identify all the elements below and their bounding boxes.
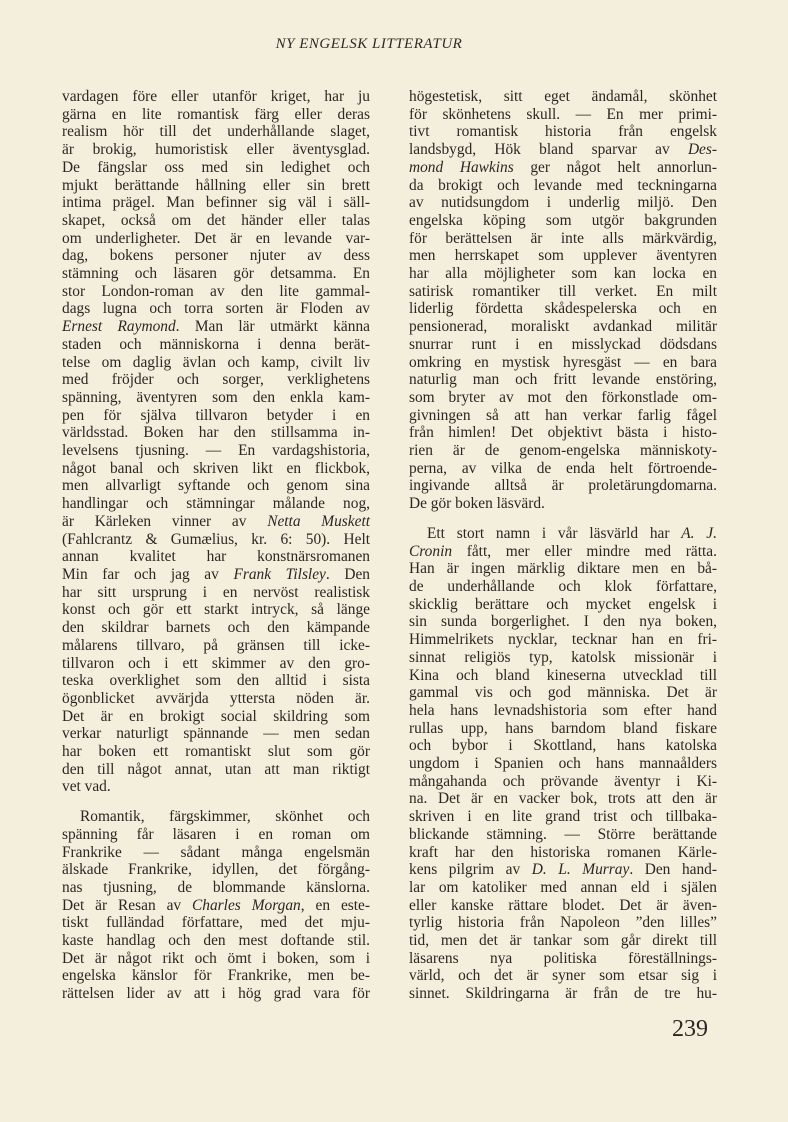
text-line: spänning, äventyren som den enkla kam- — [62, 388, 370, 406]
author-name: Netta Muskett — [267, 512, 370, 530]
text-line: älskade Frankrike, idyllen, det förgång- — [62, 861, 370, 879]
text-line: engelska köping som utgör bakgrunden — [409, 211, 717, 229]
text-line: dag, bokens personer njuter av dess — [62, 247, 370, 265]
text-line: Ett stort namn i vår läsvärld har A. J. — [427, 524, 717, 542]
text-line: men allvarligt syftande och genom sina — [62, 477, 370, 495]
text-line: kaste handlag och den mest doftande stil. — [62, 932, 370, 950]
text-line: för skönhetens skull. — En mer primi- — [409, 105, 717, 123]
text-line: landsbygd, Hök bland sparvar av Des- — [409, 141, 717, 159]
text-line: Min far och jag av Frank Tilsley. Den — [62, 565, 370, 583]
text-line: och bybor i Skottland, hans katolska — [409, 737, 717, 755]
text-line: tivt romantisk historia från engelsk — [409, 123, 717, 141]
text-line: om underligheter. Det är en levande var- — [62, 229, 370, 247]
text-line: värld, och det är syner som etsar sig i — [409, 967, 717, 985]
text-line: Det är Resan av Charles Morgan, en este- — [62, 896, 370, 914]
text-line: verkar naturligt spännande — men sedan — [62, 725, 370, 743]
text-line: stämning och läsaren gör detsamma. En — [62, 265, 370, 283]
text-line: de underhållande och klok författare, — [409, 577, 717, 595]
text-line: rättelsen lider av att i hög grad vara för — [62, 985, 370, 1003]
author-name: Ernest Raymond — [62, 318, 176, 336]
text-line: spänning får läsaren i en roman om — [62, 825, 370, 843]
text-line: annan kvalitet har konstnärsromanen — [62, 548, 370, 566]
author-name: Des- — [687, 141, 717, 159]
text-line: Frankrike — sådant många engelsmän — [62, 843, 370, 861]
text-line: sinnat religiös typ, katolsk missionär i — [409, 648, 717, 666]
paragraph — [409, 88, 717, 513]
text-line: tyrlig historia från Napoleon ”den lilles” — [409, 914, 717, 932]
text-line: tillvaron och i ett skimmer av den gro- — [62, 654, 370, 672]
text-line: är brokig, humoristisk eller äventysglad. — [62, 141, 370, 159]
text-line: De gör boken läsvärd. — [409, 495, 545, 513]
text-line: ögonblicket avvärjda yttersta nöden är. — [62, 689, 370, 707]
text-line: högestetisk, sitt eget ändamål, skönhet — [409, 88, 717, 105]
author-name: mond Hawkins — [409, 158, 514, 176]
text-line: Kina och bland kineserna utvecklad till — [409, 666, 717, 684]
text-line: pen för själva tillvaron betyder i en — [62, 406, 370, 424]
author-name: Cronin — [409, 542, 453, 560]
text-line: da brokigt och levande med teckningarna — [409, 176, 717, 194]
text-line: är Kärleken vinner av Netta Muskett — [62, 512, 370, 530]
author-name: A. J. — [681, 524, 717, 542]
text-line: eller kanske rättare blodet. Det är även- — [409, 896, 717, 914]
text-line: läsarens nya politiska föreställnings- — [409, 949, 717, 967]
text-line: (Fahlcrantz & Gumælius, kr. 6: 50). Helt — [62, 530, 370, 548]
author-name: Frank Tilsley — [233, 565, 326, 583]
text-line: gärna en lite romantisk färg eller deras — [62, 105, 370, 123]
text-line: engelska känslor för Frankrike, men be- — [62, 967, 370, 985]
text-line: skapet, också om det händer eller talas — [62, 211, 370, 229]
text-line: kens pilgrim av D. L. Murray. Den hand- — [409, 861, 717, 879]
text-line: Han är ingen märklig diktare men en bå- — [409, 560, 717, 578]
text-line: skriven i en lite grand trist och tillbaka- — [409, 808, 717, 826]
text-line: Ernest Raymond. Man lär utmärkt känna — [62, 318, 370, 336]
text-line: hela hans levnadshistoria som efter hand — [409, 701, 717, 719]
text-line: blickande stämning. — Större berättande — [409, 825, 717, 843]
text-line: har sitt ursprung i en nervöst realistisk — [62, 583, 370, 601]
text-line: Cronin fått, mer eller mindre med rätta. — [409, 542, 717, 560]
text-line: lar om katoliker med annan eld i själen — [409, 878, 717, 896]
text-line: sinnet. Skildringarna är från de tre hu- — [409, 985, 717, 1003]
text-line: handlingar och stämningar målande nog, — [62, 495, 370, 513]
text-line: snurrar runt i en misslyckad dödsdans — [409, 335, 717, 353]
running-header: NY ENGELSK LITTERATUR — [275, 36, 463, 52]
text-line: na. Det är en vacker bok, trots att den är — [409, 790, 717, 808]
text-line: med fröjder och sorger, verklighetens — [62, 371, 370, 389]
text-line: omkring en mystisk hyresgäst — en bara — [409, 353, 717, 371]
text-line: men herrskapet som upplever äventyren — [409, 247, 717, 265]
text-line: Romantik, färgskimmer, skönhet och — [80, 808, 370, 826]
text-line: sin sunda borgerlighet. I den nya boken, — [409, 613, 717, 631]
text-line: som bryter av mot den förkonstlade om- — [409, 388, 717, 406]
paragraph — [62, 808, 370, 1003]
text-line: intima prägel. Man befinner sig väl i säll- — [62, 194, 370, 212]
text-line: Det är något rikt och ömt i boken, som i — [62, 949, 370, 967]
text-line: teska overklighet som den alltid i sista — [62, 672, 370, 690]
text-line: kraft har den historiska romanen Kärle- — [409, 843, 717, 861]
text-line: den till något annat, utan att man riktigt — [62, 760, 370, 778]
text-line: telse om daglig ävlan och kamp, civilt liv — [62, 353, 370, 371]
text-line: ungdom i Spanien och hans mannaålders — [409, 755, 717, 773]
paragraph — [409, 525, 717, 1003]
text-line: gammal vis och god människa. Det är — [409, 684, 717, 702]
page-number: 239 — [672, 1016, 708, 1042]
author-name: Charles Morgan — [192, 896, 301, 914]
text-line: staden och människorna i denna berät- — [62, 335, 370, 353]
author-name: D. L. Murray — [531, 861, 630, 879]
text-line: den skildrar barnets och den kämpande — [62, 619, 370, 637]
text-line: tid, men det är tankar som går direkt till — [409, 932, 717, 950]
text-line: ingivande alltså är proletärungdomarna. — [409, 477, 717, 495]
text-line: målarens tillvaro, på gränsen till icke- — [62, 636, 370, 654]
text-line: av nutidsungdom i underlig miljö. Den — [409, 194, 717, 212]
text-line: för berättelsen är inte alls märkvärdig, — [409, 229, 717, 247]
text-line: vet vad. — [62, 778, 111, 796]
text-line: Det är en brokigt social skildring som — [62, 707, 370, 725]
text-line: De fängslar oss med sin ledighet och — [62, 158, 370, 176]
text-line: världsstad. Boken har den stillsamma in- — [62, 424, 370, 442]
text-line: rien är de genom-engelska människoty- — [409, 442, 717, 460]
text-line: något banal och skriven likt en flickbok, — [62, 459, 370, 477]
text-line: naturlig man och fritt levande enstöring, — [409, 371, 717, 389]
text-line: skicklig berättare och mycket engelsk i — [409, 595, 717, 613]
text-line: stor London-roman av den lite gammal- — [62, 282, 370, 300]
text-line: satirisk romantiker till verket. En milt — [409, 282, 717, 300]
text-line: konst och gör ett starkt intryck, så länge — [62, 601, 370, 619]
text-line: pensionerad, moraliskt avdankad militär — [409, 318, 717, 336]
left-column — [62, 88, 370, 1015]
text-line: rullas upp, hans barndom bland fiskare — [409, 719, 717, 737]
text-line: mångahanda och prövande äventyr i Ki- — [409, 772, 717, 790]
text-line: levelsens tjusning. — En vardagshistoria, — [62, 442, 370, 460]
text-line: vardagen före eller utanför kriget, har ju — [62, 88, 370, 105]
right-column — [409, 88, 717, 1015]
text-line: från himlen! Det objektivt bästa i histo- — [409, 424, 717, 442]
text-line: Himmelrikets nycklar, tecknar han en fri- — [409, 631, 717, 649]
text-line: nas tjusning, de blommande känslorna. — [62, 878, 370, 896]
text-line: liderlig fördetta skådespelerska och en — [409, 300, 717, 318]
text-line: har boken ett romantiskt slut som gör — [62, 743, 370, 761]
text-line: perna, av vilka de enda helt förtroende- — [409, 459, 717, 477]
text-line: mjukt berättande hållning eller sin brett — [62, 176, 370, 194]
text-line: tiskt fulländad författare, med det mju- — [62, 914, 370, 932]
text-line: realism hör till det underhållande slaget, — [62, 123, 370, 141]
text-line: har alla möjligheter som kan locka en — [409, 265, 717, 283]
text-line: givningen så att han verkar farlig fågel — [409, 406, 717, 424]
text-line: dags lugna och torra sorten är Floden av — [62, 300, 370, 318]
text-line: mond Hawkins ger något helt annorlun- — [409, 158, 717, 176]
paragraph — [62, 88, 370, 796]
